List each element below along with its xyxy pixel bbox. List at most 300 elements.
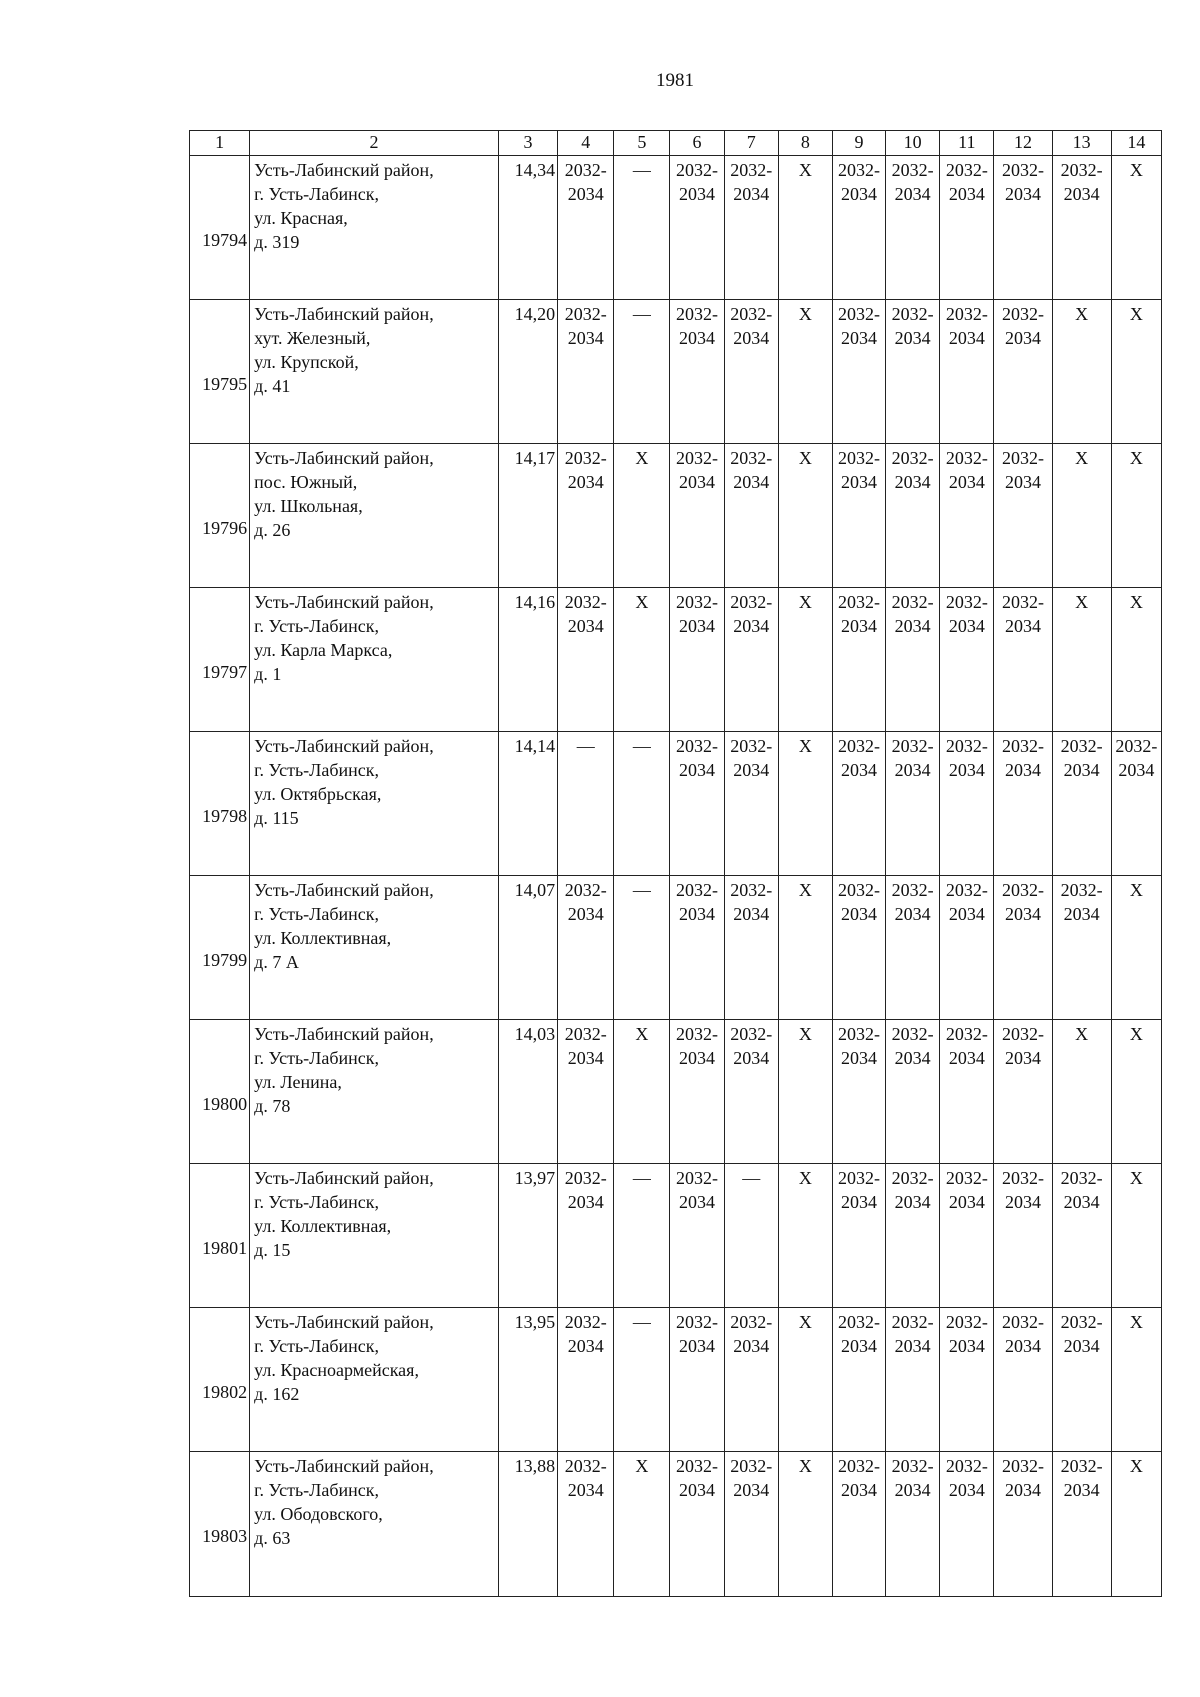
address-line: ул. Ленина, [254, 1072, 342, 1092]
period-end: 2034 [1004, 1192, 1041, 1212]
period-end: 2034 [679, 1336, 716, 1356]
period-end: 2034 [894, 1336, 931, 1356]
address-line: д. 15 [254, 1240, 291, 1260]
period-cell [1111, 732, 1161, 876]
address-line: г. Усть-Лабинск, [254, 184, 380, 204]
period-end: 2034 [679, 616, 716, 636]
period-end: 2034 [948, 904, 985, 924]
period-start: 2032- [838, 1168, 880, 1188]
period-cell: Х [778, 876, 832, 1020]
period-cell [558, 300, 614, 444]
period-cell [994, 1020, 1052, 1164]
period-start: 2032- [676, 592, 719, 612]
address-line: г. Усть-Лабинск, [254, 1048, 380, 1068]
period-start: 2032- [564, 1024, 607, 1044]
period-end: 2034 [841, 1048, 877, 1068]
period-cell [940, 300, 994, 444]
period-cell [832, 1452, 885, 1597]
period-start: 2032- [676, 1456, 719, 1476]
table-row [190, 1164, 1162, 1308]
address-line: г. Усть-Лабинск, [254, 1336, 380, 1356]
period-start: 2032- [676, 160, 719, 180]
period-cell [886, 1164, 940, 1308]
period-start: 2032- [945, 160, 988, 180]
address-line: г. Усть-Лабинск, [254, 760, 380, 780]
period-end: 2034 [1063, 1336, 1100, 1356]
address-cell [250, 156, 499, 300]
address-line: Усть-Лабинский район, [254, 1024, 434, 1044]
period-cell [724, 300, 778, 444]
column-number: 5 [614, 131, 670, 156]
column-number: 9 [832, 131, 885, 156]
period-start: 2032- [676, 1024, 719, 1044]
period-start: 2032- [564, 880, 607, 900]
period-cell [994, 1308, 1052, 1452]
area-cell: 13,88 [498, 1452, 557, 1597]
period-cell [886, 876, 940, 1020]
period-cell: — [558, 732, 614, 876]
period-end: 2034 [733, 904, 770, 924]
period-end: 2034 [679, 1480, 716, 1500]
period-cell [940, 1164, 994, 1308]
period-start: 2032- [838, 1456, 880, 1476]
address-cell [250, 300, 499, 444]
period-end: 2034 [733, 328, 770, 348]
period-end: 2034 [733, 1336, 770, 1356]
period-start: 2032- [945, 592, 988, 612]
period-cell [670, 1308, 724, 1452]
period-end: 2034 [1004, 472, 1041, 492]
period-end: 2034 [733, 184, 770, 204]
period-start: 2032- [1060, 1312, 1103, 1332]
period-cell [558, 1020, 614, 1164]
table-row [190, 156, 1162, 300]
period-end: 2034 [1004, 760, 1041, 780]
period-cell [670, 588, 724, 732]
period-start: 2032- [1001, 1168, 1044, 1188]
period-start: 2032- [945, 448, 988, 468]
column-number: 6 [670, 131, 724, 156]
area-cell: 14,17 [498, 444, 557, 588]
period-start: 2032- [945, 1168, 988, 1188]
period-start: 2032- [1001, 736, 1044, 756]
column-number: 14 [1111, 131, 1161, 156]
address-line: ул. Октябрьская, [254, 784, 382, 804]
period-cell [670, 732, 724, 876]
address-line: Усть-Лабинский район, [254, 880, 434, 900]
period-end: 2034 [948, 184, 985, 204]
period-start: 2032- [730, 160, 773, 180]
period-cell [994, 444, 1052, 588]
period-cell [724, 1308, 778, 1452]
period-start: 2032- [1001, 304, 1044, 324]
period-start: 2032- [891, 1024, 934, 1044]
row-number-cell: 19799 [190, 876, 250, 1020]
address-cell [250, 876, 499, 1020]
period-cell: — [614, 876, 670, 1020]
period-cell [994, 1164, 1052, 1308]
address-line: ул. Карла Маркса, [254, 640, 393, 660]
period-end: 2034 [948, 1480, 985, 1500]
area-cell: 13,95 [498, 1308, 557, 1452]
period-cell: Х [1052, 444, 1111, 588]
period-end: 2034 [679, 328, 716, 348]
period-cell: Х [1111, 1452, 1161, 1597]
period-end: 2034 [567, 616, 604, 636]
period-start: 2032- [838, 448, 880, 468]
period-start: 2032- [891, 736, 934, 756]
period-cell [558, 444, 614, 588]
table-row [190, 876, 1162, 1020]
period-end: 2034 [841, 184, 877, 204]
period-cell [670, 1164, 724, 1308]
period-cell [1052, 732, 1111, 876]
address-line: Усть-Лабинский район, [254, 160, 434, 180]
period-end: 2034 [948, 616, 985, 636]
address-line: г. Усть-Лабинск, [254, 1192, 380, 1212]
period-start: 2032- [730, 736, 773, 756]
period-end: 2034 [894, 1048, 931, 1068]
period-cell [994, 300, 1052, 444]
address-line: г. Усть-Лабинск, [254, 904, 380, 924]
row-number-cell: 19798 [190, 732, 250, 876]
period-start: 2032- [945, 736, 988, 756]
column-number: 4 [558, 131, 614, 156]
address-line: д. 7 А [254, 952, 299, 972]
period-end: 2034 [567, 1336, 604, 1356]
period-end: 2034 [1004, 184, 1041, 204]
period-end: 2034 [1063, 184, 1100, 204]
row-number-cell: 19795 [190, 300, 250, 444]
period-start: 2032- [676, 448, 719, 468]
table-row [190, 1020, 1162, 1164]
period-cell [724, 732, 778, 876]
period-cell: Х [778, 588, 832, 732]
address-line: д. 1 [254, 664, 282, 684]
table-row [190, 1308, 1162, 1452]
table-row [190, 732, 1162, 876]
period-start: 2032- [838, 592, 880, 612]
table-row [190, 444, 1162, 588]
period-end: 2034 [1118, 760, 1155, 780]
period-end: 2034 [567, 1048, 604, 1068]
period-end: 2034 [894, 616, 931, 636]
period-cell [940, 1308, 994, 1452]
row-number-cell: 19800 [190, 1020, 250, 1164]
registry-body [190, 156, 1162, 1597]
period-start: 2032- [838, 160, 880, 180]
period-cell: Х [1111, 1164, 1161, 1308]
period-start: 2032- [564, 304, 607, 324]
period-cell [724, 588, 778, 732]
period-start: 2032- [1001, 1456, 1044, 1476]
period-cell: Х [614, 444, 670, 588]
address-line: д. 41 [254, 376, 291, 396]
period-start: 2032- [676, 1168, 719, 1188]
row-number-cell: 19794 [190, 156, 250, 300]
period-cell: Х [778, 156, 832, 300]
address-line: Усть-Лабинский район, [254, 1168, 434, 1188]
period-cell [558, 876, 614, 1020]
period-start: 2032- [891, 160, 934, 180]
period-start: 2032- [838, 1024, 880, 1044]
period-start: 2032- [564, 1312, 607, 1332]
address-line: Усть-Лабинский район, [254, 304, 434, 324]
column-number: 10 [886, 131, 940, 156]
address-line: Усть-Лабинский район, [254, 736, 434, 756]
column-number: 12 [994, 131, 1052, 156]
page-number: 1981 [656, 70, 694, 91]
period-end: 2034 [1004, 1336, 1041, 1356]
address-line: ул. Красноармейская, [254, 1360, 419, 1380]
period-cell [940, 732, 994, 876]
address-line: г. Усть-Лабинск, [254, 616, 380, 636]
period-cell [558, 1452, 614, 1597]
period-cell [940, 444, 994, 588]
column-number: 8 [778, 131, 832, 156]
period-cell [994, 156, 1052, 300]
table-row [190, 300, 1162, 444]
address-cell [250, 732, 499, 876]
column-number-row [190, 131, 1162, 156]
column-number: 3 [498, 131, 557, 156]
period-cell: — [614, 1308, 670, 1452]
period-cell [886, 588, 940, 732]
period-end: 2034 [894, 1192, 931, 1212]
period-cell [886, 1308, 940, 1452]
row-number-cell: 19796 [190, 444, 250, 588]
period-start: 2032- [730, 1024, 773, 1044]
period-cell [1052, 156, 1111, 300]
period-start: 2032- [1001, 1312, 1044, 1332]
period-cell: Х [778, 300, 832, 444]
address-cell [250, 1164, 499, 1308]
period-end: 2034 [567, 1192, 604, 1212]
address-line: ул. Коллективная, [254, 928, 392, 948]
period-start: 2032- [1060, 880, 1103, 900]
address-line: Усть-Лабинский район, [254, 448, 434, 468]
period-cell [724, 156, 778, 300]
period-cell [1052, 1452, 1111, 1597]
period-cell [558, 1164, 614, 1308]
period-start: 2032- [564, 1168, 607, 1188]
period-start: 2032- [838, 736, 880, 756]
period-start: 2032- [564, 160, 607, 180]
period-end: 2034 [1063, 1192, 1100, 1212]
address-line: ул. Ободовского, [254, 1504, 383, 1524]
period-cell [832, 300, 885, 444]
address-cell [250, 1452, 499, 1597]
period-cell: Х [1111, 1020, 1161, 1164]
period-start: 2032- [891, 1312, 934, 1332]
period-start: 2032- [564, 448, 607, 468]
period-cell: Х [1111, 444, 1161, 588]
period-cell [832, 156, 885, 300]
period-start: 2032- [676, 880, 719, 900]
period-cell [724, 444, 778, 588]
period-start: 2032- [891, 880, 934, 900]
period-end: 2034 [567, 904, 604, 924]
period-start: 2032- [945, 304, 988, 324]
period-start: 2032- [730, 880, 773, 900]
period-end: 2034 [841, 1480, 877, 1500]
period-cell [1052, 876, 1111, 1020]
period-start: 2032- [730, 1312, 773, 1332]
period-cell: Х [614, 1452, 670, 1597]
period-cell: Х [1111, 1308, 1161, 1452]
period-start: 2032- [891, 1456, 934, 1476]
period-cell [724, 1452, 778, 1597]
period-cell [670, 1452, 724, 1597]
period-end: 2034 [948, 472, 985, 492]
period-cell: — [724, 1164, 778, 1308]
period-end: 2034 [567, 184, 604, 204]
period-cell [886, 156, 940, 300]
period-cell [558, 1308, 614, 1452]
period-end: 2034 [948, 760, 985, 780]
period-start: 2032- [945, 880, 988, 900]
period-end: 2034 [841, 1192, 877, 1212]
period-cell [670, 444, 724, 588]
period-cell [832, 1164, 885, 1308]
period-cell [940, 588, 994, 732]
area-cell: 14,34 [498, 156, 557, 300]
period-start: 2032- [564, 1456, 607, 1476]
period-start: 2032- [730, 304, 773, 324]
period-start: 2032- [1060, 736, 1103, 756]
period-cell: — [614, 156, 670, 300]
period-start: 2032- [1060, 1456, 1103, 1476]
period-end: 2034 [841, 760, 877, 780]
period-cell [558, 156, 614, 300]
period-cell [886, 300, 940, 444]
period-cell: Х [778, 1164, 832, 1308]
period-cell: Х [778, 732, 832, 876]
registry-table [189, 130, 1162, 1597]
column-number: 2 [250, 131, 499, 156]
period-end: 2034 [567, 472, 604, 492]
area-cell: 14,14 [498, 732, 557, 876]
period-cell [940, 876, 994, 1020]
period-cell [670, 156, 724, 300]
period-end: 2034 [733, 760, 770, 780]
period-end: 2034 [733, 1048, 770, 1068]
period-cell [1052, 1308, 1111, 1452]
period-cell: Х [614, 1020, 670, 1164]
period-end: 2034 [1063, 1480, 1100, 1500]
period-end: 2034 [894, 760, 931, 780]
period-start: 2032- [1001, 448, 1044, 468]
period-end: 2034 [567, 328, 604, 348]
period-end: 2034 [1004, 904, 1041, 924]
period-end: 2034 [679, 1192, 716, 1212]
period-cell [940, 1452, 994, 1597]
period-cell: Х [778, 1452, 832, 1597]
row-number-cell: 19801 [190, 1164, 250, 1308]
period-end: 2034 [1004, 1480, 1041, 1500]
address-line: д. 162 [254, 1384, 300, 1404]
period-end: 2034 [948, 1336, 985, 1356]
period-start: 2032- [730, 592, 773, 612]
period-start: 2032- [1001, 160, 1044, 180]
period-cell: Х [1052, 1020, 1111, 1164]
period-start: 2032- [891, 304, 934, 324]
period-start: 2032- [564, 592, 607, 612]
period-start: 2032- [891, 448, 934, 468]
column-number: 13 [1052, 131, 1111, 156]
period-start: 2032- [945, 1312, 988, 1332]
area-cell: 13,97 [498, 1164, 557, 1308]
period-start: 2032- [891, 592, 934, 612]
period-end: 2034 [1063, 760, 1100, 780]
period-start: 2032- [1001, 880, 1044, 900]
period-end: 2034 [948, 1048, 985, 1068]
period-cell: Х [1111, 156, 1161, 300]
period-end: 2034 [1004, 1048, 1041, 1068]
table-row [190, 1452, 1162, 1597]
period-end: 2034 [679, 1048, 716, 1068]
row-number-cell: 19797 [190, 588, 250, 732]
period-end: 2034 [841, 472, 877, 492]
address-line: г. Усть-Лабинск, [254, 1480, 380, 1500]
period-cell [832, 1020, 885, 1164]
period-cell [832, 732, 885, 876]
period-cell [940, 1020, 994, 1164]
period-end: 2034 [679, 472, 716, 492]
period-cell: — [614, 300, 670, 444]
period-cell: Х [778, 444, 832, 588]
period-cell [724, 876, 778, 1020]
period-start: 2032- [676, 1312, 719, 1332]
address-cell [250, 444, 499, 588]
period-cell [558, 588, 614, 732]
period-start: 2032- [676, 304, 719, 324]
period-end: 2034 [679, 184, 716, 204]
period-cell: Х [1052, 300, 1111, 444]
period-cell: Х [1111, 876, 1161, 1020]
period-cell [1052, 1164, 1111, 1308]
period-cell [886, 444, 940, 588]
address-line: д. 26 [254, 520, 291, 540]
period-cell [832, 444, 885, 588]
period-end: 2034 [733, 1480, 770, 1500]
period-end: 2034 [841, 328, 877, 348]
period-end: 2034 [894, 472, 931, 492]
period-end: 2034 [733, 472, 770, 492]
period-cell: Х [778, 1308, 832, 1452]
period-cell: — [614, 732, 670, 876]
address-line: Усть-Лабинский район, [254, 592, 434, 612]
period-end: 2034 [841, 1336, 877, 1356]
period-end: 2034 [1063, 904, 1100, 924]
period-start: 2032- [730, 1456, 773, 1476]
period-end: 2034 [679, 904, 716, 924]
period-cell [994, 876, 1052, 1020]
period-end: 2034 [894, 904, 931, 924]
address-line: д. 78 [254, 1096, 291, 1116]
period-cell [670, 1020, 724, 1164]
address-cell [250, 588, 499, 732]
period-end: 2034 [733, 616, 770, 636]
period-start: 2032- [838, 880, 880, 900]
address-line: Усть-Лабинский район, [254, 1312, 434, 1332]
address-line: ул. Школьная, [254, 496, 363, 516]
period-start: 2032- [1060, 160, 1103, 180]
period-end: 2034 [1004, 328, 1041, 348]
period-start: 2032- [945, 1456, 988, 1476]
period-cell [670, 876, 724, 1020]
address-line: хут. Железный, [254, 328, 371, 348]
